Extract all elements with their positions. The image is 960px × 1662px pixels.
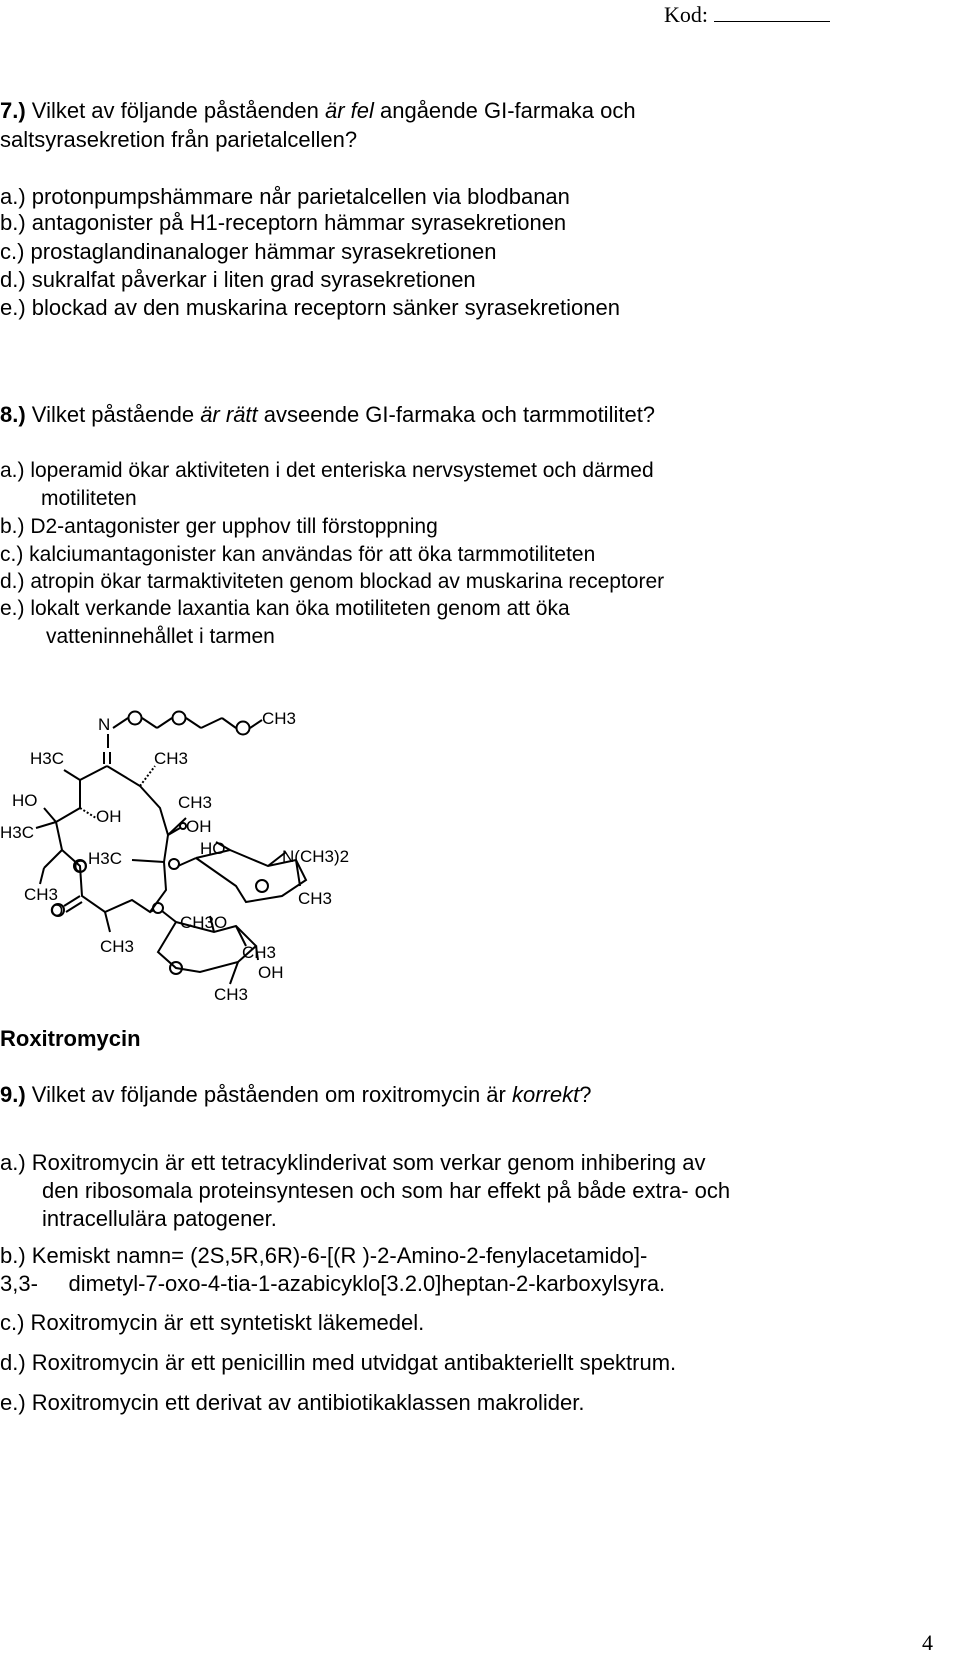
question-8-option-a-line1: a.) loperamid ökar aktiviteten i det enteriska nervsystemet och därmed [0,459,654,482]
question-7-line1: 7.) Vilket av följande påståenden är fel angående GI-farmaka och [0,98,636,123]
atom-oh-inner: OH [96,807,122,826]
question-9-option-b-line2: 3,3- dimetyl-7-oxo-4-tia-1-azabicyklo[3.2.0]heptan-2-karboxylsyra. [0,1271,666,1296]
question-8-option-b: b.) D2-antagonister ger upphov till förstoppning [0,515,438,538]
question-7-option-b: b.) antagonister på H1-receptorn hämmar syrasekretionen [0,210,567,235]
question-7-option-a: a.) protonpumpshämmare når parietalcellen via blodbanan [0,184,570,209]
structure-label: Roxitromycin [0,1026,141,1051]
atom-o-carbonyl: O [50,901,64,920]
atom-ch3-top: CH3 [262,709,297,728]
roxithromycin-structure [0,690,380,1020]
question-8-option-c: c.) kalciumantagonister kan användas för att öka tarmmotiliteten [0,543,596,566]
code-blank-line [714,3,830,22]
question-7-option-d: d.) sukralfat påverkar i liten grad syrasekretionen [0,267,476,292]
question-7-number: 7.) [0,98,26,123]
question-8-option-d: d.) atropin ökar tarmaktiviteten genom blockad av muskarina receptorer [0,570,665,593]
question-9-option-d: d.) Roxitromycin är ett penicillin med utvidgat antibakteriellt spektrum. [0,1350,677,1375]
question-8-option-e-line2: vatteninnehållet i tarmen [46,625,275,648]
question-9-line: 9.) Vilket av följande påståenden om roxitromycin är korrekt? [0,1082,592,1107]
question-9-option-c: c.) Roxitromycin är ett syntetiskt läkemedel. [0,1310,425,1335]
question-8-option-e-line1: e.) lokalt verkande laxantia kan öka motiliteten genom att öka [0,597,570,620]
atom-ch3-upper-right: CH3 [154,749,189,768]
question-9-option-a-line1: a.) Roxitromycin är ett tetracyklinderivat som verkar genom inhibering av [0,1150,706,1175]
atom-ch3-sugar: CH3 [298,889,333,908]
question-7-option-c: c.) prostaglandinanaloger hämmar syrasekretionen [0,239,497,264]
question-9-option-a-line2: den ribosomala proteinsyntesen och som har effekt på både extra- och [42,1178,731,1203]
atom-ho-left: HO [12,791,38,810]
question-7-emphasis: är fel [324,98,374,123]
code-label: Kod: [664,2,708,27]
question-7-option-e: e.) blockad av den muskarina receptorn sänker syrasekretionen [0,295,620,320]
page-number: 4 [922,1630,933,1655]
atom-ch3-right: CH3 [178,793,213,812]
atom-o-ring: O [74,857,88,876]
atom-oh-cladinose: OH [258,963,284,982]
question-7-line2: saltsyrasekretion från parietalcellen? [0,127,358,152]
atom-n-top: N [98,715,111,734]
question-8-line: 8.) Vilket påstående är rätt avseende GI-farmaka och tarmmotilitet? [0,402,656,427]
atom-ch3-bottom: CH3 [100,937,135,956]
atom-h3c-inner: H3C [88,849,123,868]
atom-ch3-cladinose: CH3 [242,943,277,962]
atom-nme2: N(CH3)2 [282,847,350,866]
question-9-emphasis: korrekt [511,1082,580,1107]
question-8-emphasis: är rätt [200,402,258,427]
question-8-option-a-line2: motiliteten [41,487,137,510]
question-9-option-a-line3: intracellulära patogener. [42,1206,277,1231]
atom-h3c-far-left: H3C [0,823,35,842]
atom-och3: CH3O [180,913,228,932]
atom-ch3-bottom-left: CH3 [24,885,59,904]
atom-ch3-cladinose-bottom: CH3 [214,985,249,1004]
atom-h3c-left: H3C [30,749,65,768]
atom-ho-sugar: HO [200,839,226,858]
code-field [664,2,830,28]
question-8-number: 8.) [0,402,26,427]
question-9-number: 9.) [0,1082,26,1107]
atom-oh-right: OH [186,817,212,836]
question-9-option-e: e.) Roxitromycin ett derivat av antibiotikaklassen makrolider. [0,1390,585,1415]
question-9-option-b-line1: b.) Kemiskt namn= (2S,5R,6R)-6-[(R )-2-Amino-2-fenylacetamido]- [0,1243,648,1268]
